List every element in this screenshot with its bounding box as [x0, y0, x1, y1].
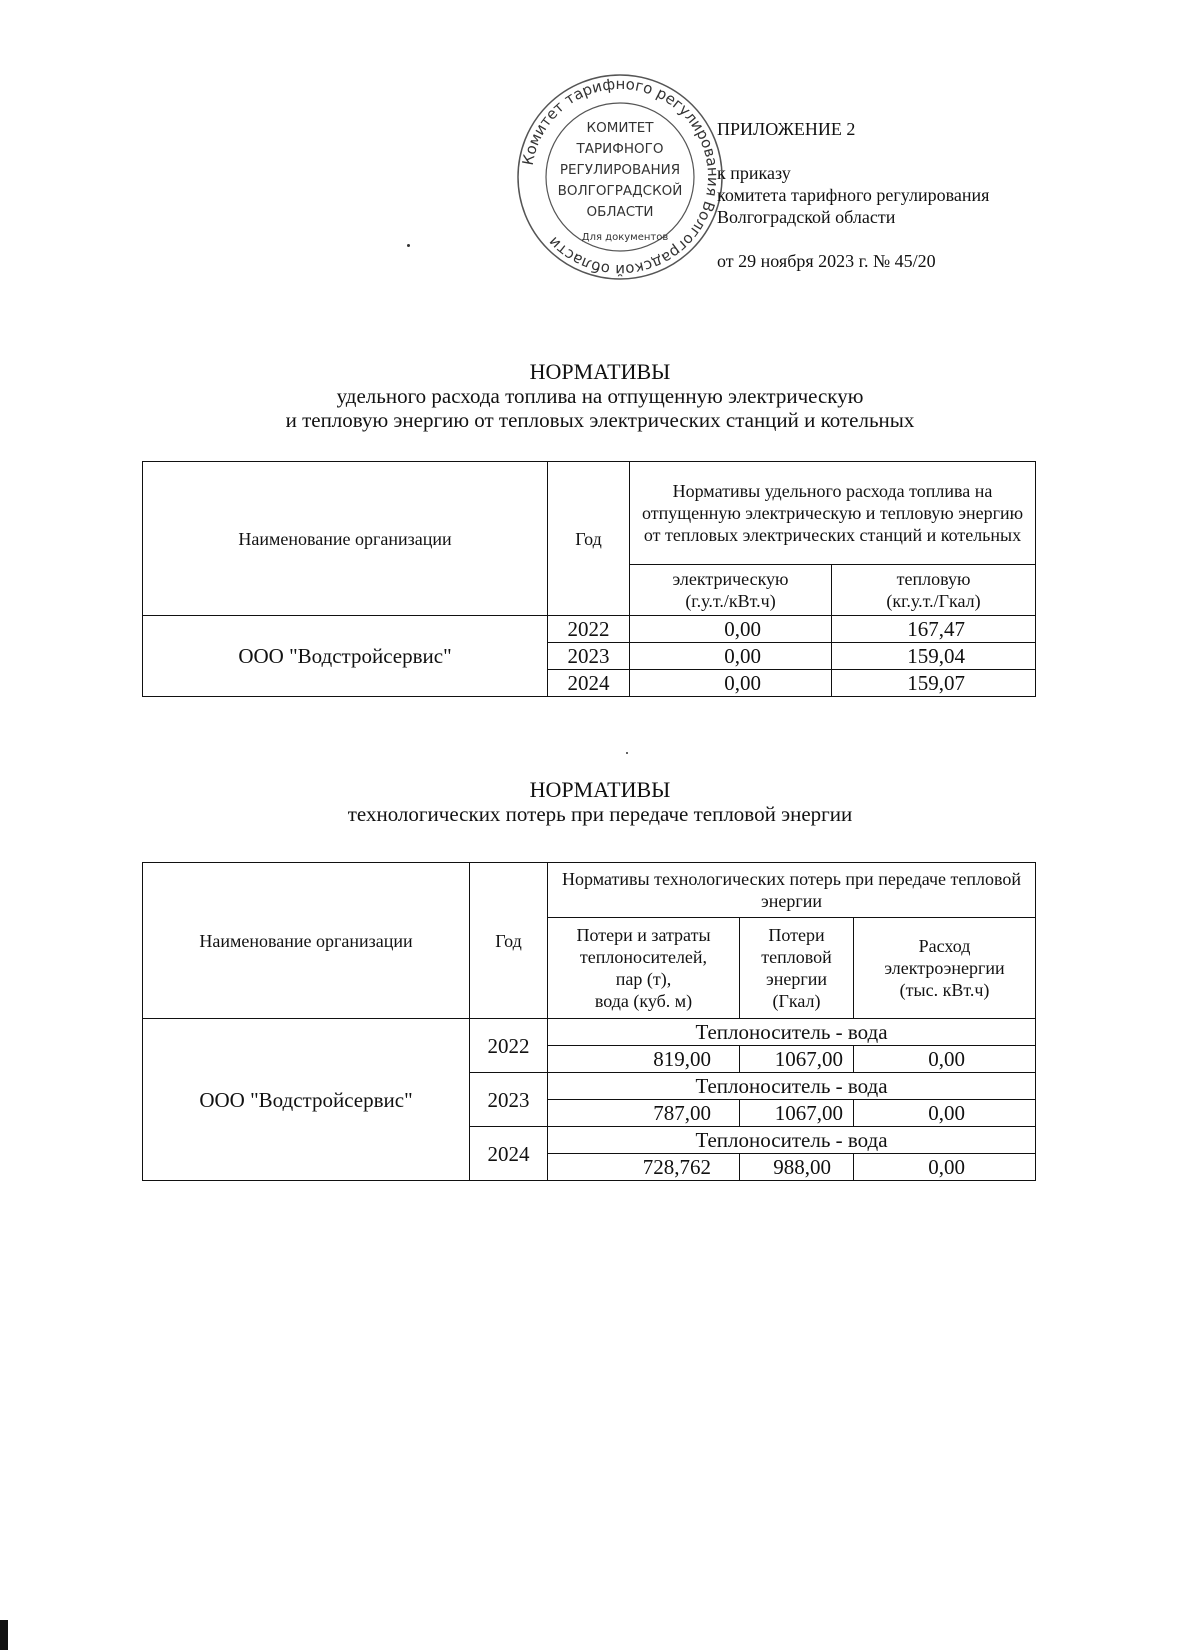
header-heat: тепловую (кг.у.т./Гкал)	[832, 565, 1036, 616]
org-name: ООО "Водстройсервис"	[143, 1019, 470, 1181]
official-seal	[515, 72, 725, 282]
row-carrier: Теплоноситель - вода	[548, 1127, 1036, 1154]
header-group: Нормативы технологических потерь при передаче тепловой энергии	[548, 863, 1036, 918]
section2-title-block	[0, 778, 1200, 826]
section1-title-block	[0, 360, 1200, 432]
appendix-date: от 29 ноября 2023 г. № 45/20	[717, 251, 936, 271]
header-electric: электрическую (г.у.т./кВт.ч)	[630, 565, 832, 616]
row-loss-carrier: 787,00	[548, 1100, 740, 1127]
appendix-title: ПРИЛОЖЕНИЕ 2	[717, 119, 856, 139]
scan-dot	[626, 752, 628, 754]
section2-subtitle: технологических потерь при передаче тепловой энергии	[347, 802, 853, 826]
row-power: 0,00	[854, 1154, 1036, 1181]
section1-subtitle: и тепловую энергию от тепловых электрических станций и котельных	[285, 408, 915, 432]
header-power: Расход электроэнергии (тыс. кВт.ч)	[854, 918, 1036, 1019]
row-heat: 159,04	[832, 643, 1036, 670]
section2-title: НОРМАТИВЫ	[529, 777, 671, 802]
row-year: 2024	[548, 670, 630, 697]
appendix-line: к приказу	[717, 163, 791, 183]
scan-edge-mark	[0, 1620, 8, 1650]
seal-bottom-text: Для документов	[581, 232, 669, 243]
header-org: Наименование организации	[143, 863, 470, 1019]
row-heat: 159,07	[832, 670, 1036, 697]
scan-dot	[407, 244, 410, 247]
org-name: ООО "Водстройсервис"	[143, 616, 548, 697]
row-loss-heat: 988,00	[740, 1154, 854, 1181]
row-year: 2023	[548, 643, 630, 670]
row-loss-carrier: 728,762	[548, 1154, 740, 1181]
row-loss-heat: 1067,00	[740, 1046, 854, 1073]
row-carrier: Теплоноситель - вода	[548, 1073, 1036, 1100]
header-group: Нормативы удельного расхода топлива на отпущенную электрическую и тепловую энергию от тепловых электрических станций и котельных	[630, 462, 1036, 565]
appendix-block	[717, 118, 989, 272]
appendix-line: Волгоградской области	[717, 207, 896, 227]
row-heat: 167,47	[832, 616, 1036, 643]
seal-line: КОМИТЕТ	[586, 120, 654, 136]
seal-line: ТАРИФНОГО	[576, 141, 664, 157]
header-year: Год	[548, 462, 630, 616]
header-year: Год	[470, 863, 548, 1019]
seal-line: РЕГУЛИРОВАНИЯ	[559, 162, 681, 178]
fuel-norms-table	[142, 461, 1036, 697]
row-power: 0,00	[854, 1046, 1036, 1073]
header-org: Наименование организации	[143, 462, 548, 616]
row-carrier: Теплоноситель - вода	[548, 1019, 1036, 1046]
seal-line: ВОЛГОГРАДСКОЙ	[557, 183, 683, 199]
row-electric: 0,00	[630, 616, 832, 643]
row-loss-carrier: 819,00	[548, 1046, 740, 1073]
appendix-line: комитета тарифного регулирования	[717, 185, 990, 205]
header-loss-heat: Потери тепловой энергии (Гкал)	[740, 918, 854, 1019]
row-loss-heat: 1067,00	[740, 1100, 854, 1127]
row-year: 2022	[470, 1019, 548, 1073]
seal-outer-text: Комитет тарифного регулирования Волгоградской области	[518, 74, 723, 280]
row-power: 0,00	[854, 1100, 1036, 1127]
row-year: 2022	[548, 616, 630, 643]
section1-title: НОРМАТИВЫ	[529, 359, 671, 384]
row-year: 2023	[470, 1073, 548, 1127]
row-year: 2024	[470, 1127, 548, 1181]
seal-line: ОБЛАСТИ	[586, 204, 654, 220]
section1-subtitle: удельного расхода топлива на отпущенную электрическую	[336, 384, 864, 408]
row-electric: 0,00	[630, 643, 832, 670]
header-loss-carrier: Потери и затраты теплоносителей, пар (т), вода (куб. м)	[548, 918, 740, 1019]
row-electric: 0,00	[630, 670, 832, 697]
heat-loss-table	[142, 862, 1036, 1181]
